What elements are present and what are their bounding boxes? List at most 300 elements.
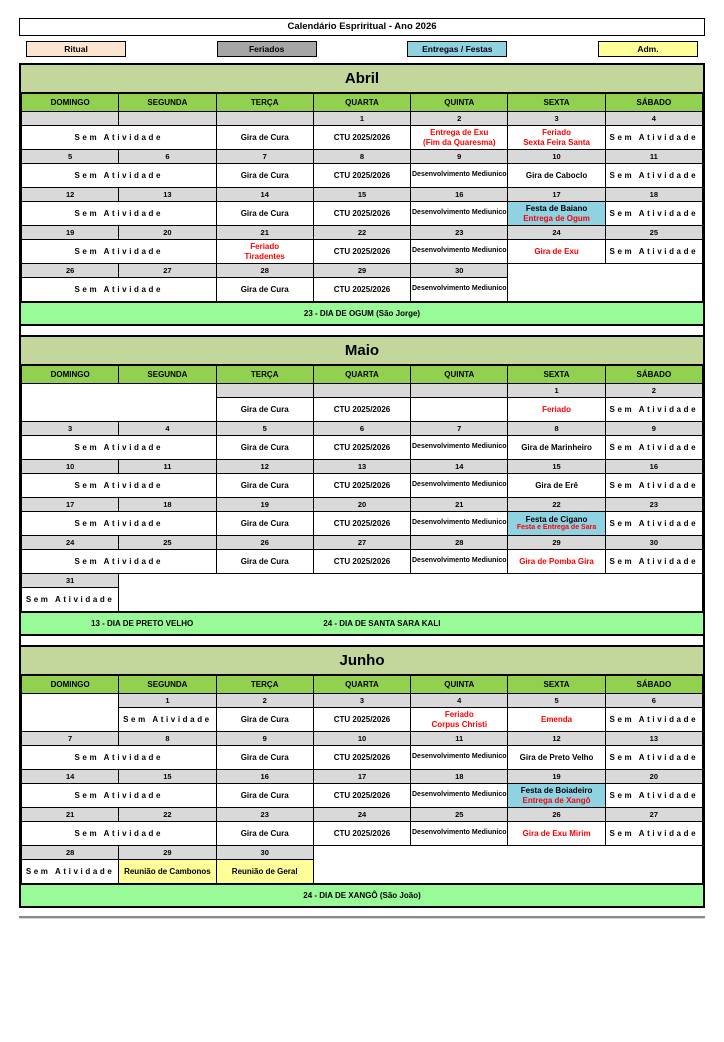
date-cell: 24 [313,808,410,822]
dates-row [22,422,703,436]
date-cell: 15 [313,188,410,202]
month-notes [21,884,703,906]
month-maio [21,337,703,634]
activity-cell [313,278,410,302]
date-cell: 23 [605,498,702,512]
date-cell: 5 [216,422,313,436]
activity-text: Entrega de Xangô [522,795,591,805]
activity-cell [313,240,410,264]
date-cell: 21 [411,498,508,512]
activity-text: CTU 2025/2026 [333,208,391,218]
activity-text: Sem Atividade [609,828,699,838]
activity-text: Desenvolvimento Mediunico [412,791,507,799]
date-cell: 2 [216,694,313,708]
dates-row [22,150,703,164]
activity-cell [411,240,508,264]
activity-text: Sem Atividade [74,790,164,800]
activity-text: Gira de Cura [240,404,289,414]
activity-text: CTU 2025/2026 [333,714,391,724]
activity-cell [313,550,410,574]
activity-cell [313,164,410,188]
empty-cell [508,264,703,302]
date-cell: 29 [313,264,410,278]
activity-text: Gira de Cura [240,790,289,800]
date-cell: 7 [411,422,508,436]
note-text: 23 - DIA DE OGUM (São Jorge) [303,309,421,318]
weekday-header: TERÇA [216,94,313,112]
activity-cell [508,746,605,770]
activity-text: Feriado [542,404,571,414]
date-cell: 5 [22,150,119,164]
month-title: Maio [21,337,703,365]
activity-text: CTU 2025/2026 [333,480,391,490]
activity-text: CTU 2025/2026 [333,132,391,142]
date-cell: 13 [313,460,410,474]
month-grid [21,93,703,302]
date-cell: 8 [119,732,216,746]
activity-cell [508,436,605,460]
activity-cell [605,240,702,264]
activity-cell [411,278,508,302]
activities-row [22,436,703,460]
activity-text: Gira de Cura [240,208,289,218]
note-text: 13 - DIA DE PRETO VELHO [91,619,194,628]
activity-cell [216,278,313,302]
activity-cell [22,278,217,302]
calendar [19,63,705,908]
activity-cell [22,512,217,536]
activity-text: Desenvolvimento Mediunico [412,829,507,837]
date-cell: 18 [411,770,508,784]
activity-cell [216,202,313,226]
activity-text: Sem Atividade [74,208,164,218]
dates-row [22,770,703,784]
weekday-header: TERÇA [216,366,313,384]
activity-cell [411,474,508,498]
dates-row [22,732,703,746]
date-cell: 20 [313,498,410,512]
month-abril [21,65,703,324]
date-cell: 27 [605,808,702,822]
empty-cell [313,846,702,884]
date-cell: 30 [411,264,508,278]
activity-cell [605,784,702,808]
activity-text: Sem Atividade [609,518,699,528]
date-cell: 18 [119,498,216,512]
activity-text: (Fim da Quaresma) [423,137,496,147]
activity-cell [605,126,702,150]
date-cell: 23 [411,226,508,240]
activity-text: Gira de Exu [534,246,579,256]
date-cell: 4 [605,112,702,126]
activity-cell [313,436,410,460]
date-cell: 14 [216,188,313,202]
activity-cell [605,398,702,422]
activity-text: Desenvolvimento Mediunico [412,557,507,565]
date-cell: 14 [411,460,508,474]
activity-text: Gira de Cura [240,752,289,762]
date-cell: 17 [313,770,410,784]
activity-cell [605,708,702,732]
activity-text: Desenvolvimento Mediunico [412,481,507,489]
date-cell: 24 [508,226,605,240]
date-cell: 15 [119,770,216,784]
legend-adm-: Adm. [598,41,698,57]
activity-cell [411,822,508,846]
date-cell [411,384,508,398]
activity-text: Sem Atividade [25,594,115,604]
activity-text: Sem Atividade [74,442,164,452]
activity-cell [411,126,508,150]
date-cell: 12 [22,188,119,202]
date-cell: 28 [216,264,313,278]
month-notes [21,302,703,324]
activity-cell [508,512,605,536]
activity-text: Entrega de Exu [430,127,489,137]
dates-row [22,846,703,860]
activity-text: Sem Atividade [609,170,699,180]
activity-cell [605,202,702,226]
date-cell: 28 [411,536,508,550]
activity-cell [216,746,313,770]
activity-text: Desenvolvimento Mediunico [412,171,507,179]
activity-cell [216,512,313,536]
activity-text: CTU 2025/2026 [333,246,391,256]
date-cell: 25 [605,226,702,240]
activity-text: Sem Atividade [74,284,164,294]
activities-row [22,550,703,574]
month-grid [21,365,703,612]
activity-text: Sexta Feira Santa [523,137,590,147]
activity-text: Sem Atividade [609,790,699,800]
legend-feriados: Feriados [217,41,317,57]
activity-text: Gira de Cura [240,132,289,142]
activity-cell [216,784,313,808]
date-cell: 3 [508,112,605,126]
dates-row [22,384,703,398]
activity-cell [216,860,313,884]
activity-text: Sem Atividade [609,404,699,414]
activity-text: Gira de Exu Mirim [522,828,591,838]
activities-row [22,784,703,808]
dates-row [22,498,703,512]
activity-text: Emenda [540,714,573,724]
activity-cell [22,860,119,884]
activity-text: Sem Atividade [609,480,699,490]
activity-cell [216,164,313,188]
dates-row [22,536,703,550]
date-cell: 4 [411,694,508,708]
activity-text: Gira de Cura [240,480,289,490]
date-cell: 11 [411,732,508,746]
activity-cell [22,474,217,498]
date-cell: 16 [605,460,702,474]
activity-cell [605,512,702,536]
activity-text: Desenvolvimento Mediunico [412,209,507,217]
activity-text: Feriado [542,127,571,137]
date-cell: 22 [119,808,216,822]
empty-cell [22,694,119,732]
date-cell: 18 [605,188,702,202]
date-cell: 3 [313,694,410,708]
activity-text: Gira de Preto Velho [519,752,594,762]
date-cell: 12 [508,732,605,746]
activity-text: Reunião de Geral [231,866,298,876]
activity-text: Sem Atividade [74,480,164,490]
activity-text: Sem Atividade [609,752,699,762]
weekday-header: SÁBADO [605,94,702,112]
activity-cell [22,784,217,808]
weekday-header: SEXTA [508,94,605,112]
activity-text: CTU 2025/2026 [333,790,391,800]
date-cell: 15 [508,460,605,474]
date-cell: 8 [508,422,605,436]
activities-row [22,512,703,536]
date-cell: 17 [508,188,605,202]
date-cell: 16 [216,770,313,784]
activity-text: CTU 2025/2026 [333,404,391,414]
activity-text: Sem Atividade [609,556,699,566]
date-cell [22,112,119,126]
activity-cell [411,550,508,574]
weekday-header: QUINTA [411,366,508,384]
empty-cell [22,384,217,422]
activity-cell [508,550,605,574]
date-cell: 2 [605,384,702,398]
activity-cell [605,436,702,460]
date-cell: 9 [216,732,313,746]
activity-cell [216,708,313,732]
activity-text: Reunião de Cambonos [124,866,211,876]
activity-text: Sem Atividade [123,714,212,724]
activity-text: Desenvolvimento Mediunico [412,443,507,451]
weekday-header: SEXTA [508,366,605,384]
activity-cell [216,240,313,264]
weekday-header: QUARTA [313,676,410,694]
weekday-header-row [22,94,703,112]
activity-text: Desenvolvimento Mediunico [412,247,507,255]
activity-text: Gira de Caboclo [525,170,588,180]
activities-row [22,746,703,770]
activity-text: CTU 2025/2026 [333,284,391,294]
activity-cell [22,240,217,264]
date-cell: 9 [605,422,702,436]
date-cell: 5 [508,694,605,708]
activity-text: Festa de Baiano [525,203,588,213]
activities-row [22,474,703,498]
date-cell: 6 [605,694,702,708]
activity-text: CTU 2025/2026 [333,556,391,566]
month-spacer [21,324,703,337]
date-cell: 9 [411,150,508,164]
date-cell: 7 [22,732,119,746]
note-text: 24 - DIA DE XANGÔ (São João) [303,891,421,900]
activity-cell [216,398,313,422]
date-cell: 25 [411,808,508,822]
date-cell: 13 [605,732,702,746]
activity-text: Sem Atividade [609,208,699,218]
month-junho [21,647,703,906]
date-cell: 1 [119,694,216,708]
date-cell: 27 [313,536,410,550]
weekday-header-row [22,366,703,384]
activity-cell [508,398,605,422]
activity-text: Feriado [444,709,474,719]
activity-text: Sem Atividade [609,246,699,256]
activity-cell [313,202,410,226]
date-cell: 10 [508,150,605,164]
activity-text: Sem Atividade [74,752,164,762]
activities-row [22,240,703,264]
activity-text: Tiradentes [244,251,285,261]
activity-text: Sem Atividade [609,442,699,452]
activity-cell [605,822,702,846]
date-cell: 11 [605,150,702,164]
activity-cell [22,202,217,226]
month-spacer [21,634,703,647]
activity-cell [313,822,410,846]
weekday-header: TERÇA [216,676,313,694]
activity-cell [508,784,605,808]
month-title: Junho [21,647,703,675]
activities-row [22,126,703,150]
month-grid [21,675,703,884]
weekday-header: SÁBADO [605,366,702,384]
activities-row [22,708,703,732]
activity-cell [508,164,605,188]
date-cell [216,384,313,398]
weekday-header: SEGUNDA [119,94,216,112]
legend-entregas-festas: Entregas / Festas [407,41,507,57]
date-cell: 19 [22,226,119,240]
date-cell: 7 [216,150,313,164]
activity-text: Sem Atividade [609,132,699,142]
dates-row [22,188,703,202]
date-cell [216,112,313,126]
date-cell: 28 [22,846,119,860]
date-cell: 23 [216,808,313,822]
activity-cell [508,822,605,846]
activity-text: Desenvolvimento Mediunico [412,285,507,293]
date-cell: 3 [22,422,119,436]
date-cell: 2 [411,112,508,126]
activity-text: Gira de Cura [240,518,289,528]
activity-text: Sem Atividade [74,170,164,180]
activity-text: Sem Atividade [74,132,164,142]
activity-cell [216,436,313,460]
activity-cell [313,708,410,732]
activity-cell [411,784,508,808]
activity-cell [411,512,508,536]
activity-cell [508,126,605,150]
activity-text: Sem Atividade [609,714,699,724]
date-cell: 17 [22,498,119,512]
activity-text: Gira de Erê [535,480,578,490]
activity-cell [313,784,410,808]
date-cell: 27 [119,264,216,278]
date-cell: 22 [508,498,605,512]
activity-text: Corpus Christi [431,719,488,729]
activity-cell [605,746,702,770]
activity-cell [119,708,216,732]
weekday-header: DOMINGO [22,94,119,112]
empty-cell [119,574,703,612]
activity-text: Gira de Cura [240,170,289,180]
activity-cell [216,550,313,574]
activity-cell [411,398,508,422]
activities-row [22,202,703,226]
activity-text: Gira de Pomba Gira [519,556,594,566]
activity-text: Gira de Marinheiro [521,442,592,452]
activity-cell [119,860,216,884]
activity-text: Feriado [250,241,280,251]
weekday-header: QUINTA [411,676,508,694]
date-cell: 30 [216,846,313,860]
activity-text: CTU 2025/2026 [333,518,391,528]
weekday-header: QUARTA [313,366,410,384]
activity-cell [411,164,508,188]
date-cell: 4 [119,422,216,436]
legend [19,41,705,57]
date-cell: 16 [411,188,508,202]
weekday-header: QUARTA [313,94,410,112]
activity-cell [508,708,605,732]
activity-text: CTU 2025/2026 [333,170,391,180]
weekday-header: QUINTA [411,94,508,112]
activity-cell [216,822,313,846]
date-cell: 8 [313,150,410,164]
date-cell: 30 [605,536,702,550]
legend-ritual: Ritual [26,41,126,57]
date-cell: 20 [119,226,216,240]
activity-text: Gira de Cura [240,284,289,294]
activity-cell [605,164,702,188]
activity-text: Sem Atividade [74,556,164,566]
activity-cell [313,126,410,150]
weekday-header: DOMINGO [22,676,119,694]
date-cell: 6 [313,422,410,436]
activity-text: Gira de Cura [240,714,289,724]
activity-text: Desenvolvimento Mediunico [412,753,507,761]
dates-row [22,460,703,474]
weekday-header: SEGUNDA [119,366,216,384]
activity-text: CTU 2025/2026 [333,828,391,838]
month-title: Abril [21,65,703,93]
date-cell: 19 [508,770,605,784]
date-cell: 26 [216,536,313,550]
activity-text: Entrega de Ogum [523,213,590,223]
date-cell [313,384,410,398]
activity-text: Sem Atividade [74,828,164,838]
month-notes [21,612,703,634]
weekday-header: SEGUNDA [119,676,216,694]
activity-cell [216,474,313,498]
dates-row [22,808,703,822]
date-cell: 29 [508,536,605,550]
date-cell: 13 [119,188,216,202]
activity-cell [22,746,217,770]
date-cell: 19 [216,498,313,512]
weekday-header-row [22,676,703,694]
activity-cell [313,474,410,498]
activity-text: Sem Atividade [74,518,164,528]
activity-cell [313,746,410,770]
activity-text: Sem Atividade [25,866,115,876]
activity-text: Festa de Boiadeiro [520,785,593,795]
date-cell: 11 [119,460,216,474]
activity-text: Gira de Cura [240,442,289,452]
date-cell [119,112,216,126]
